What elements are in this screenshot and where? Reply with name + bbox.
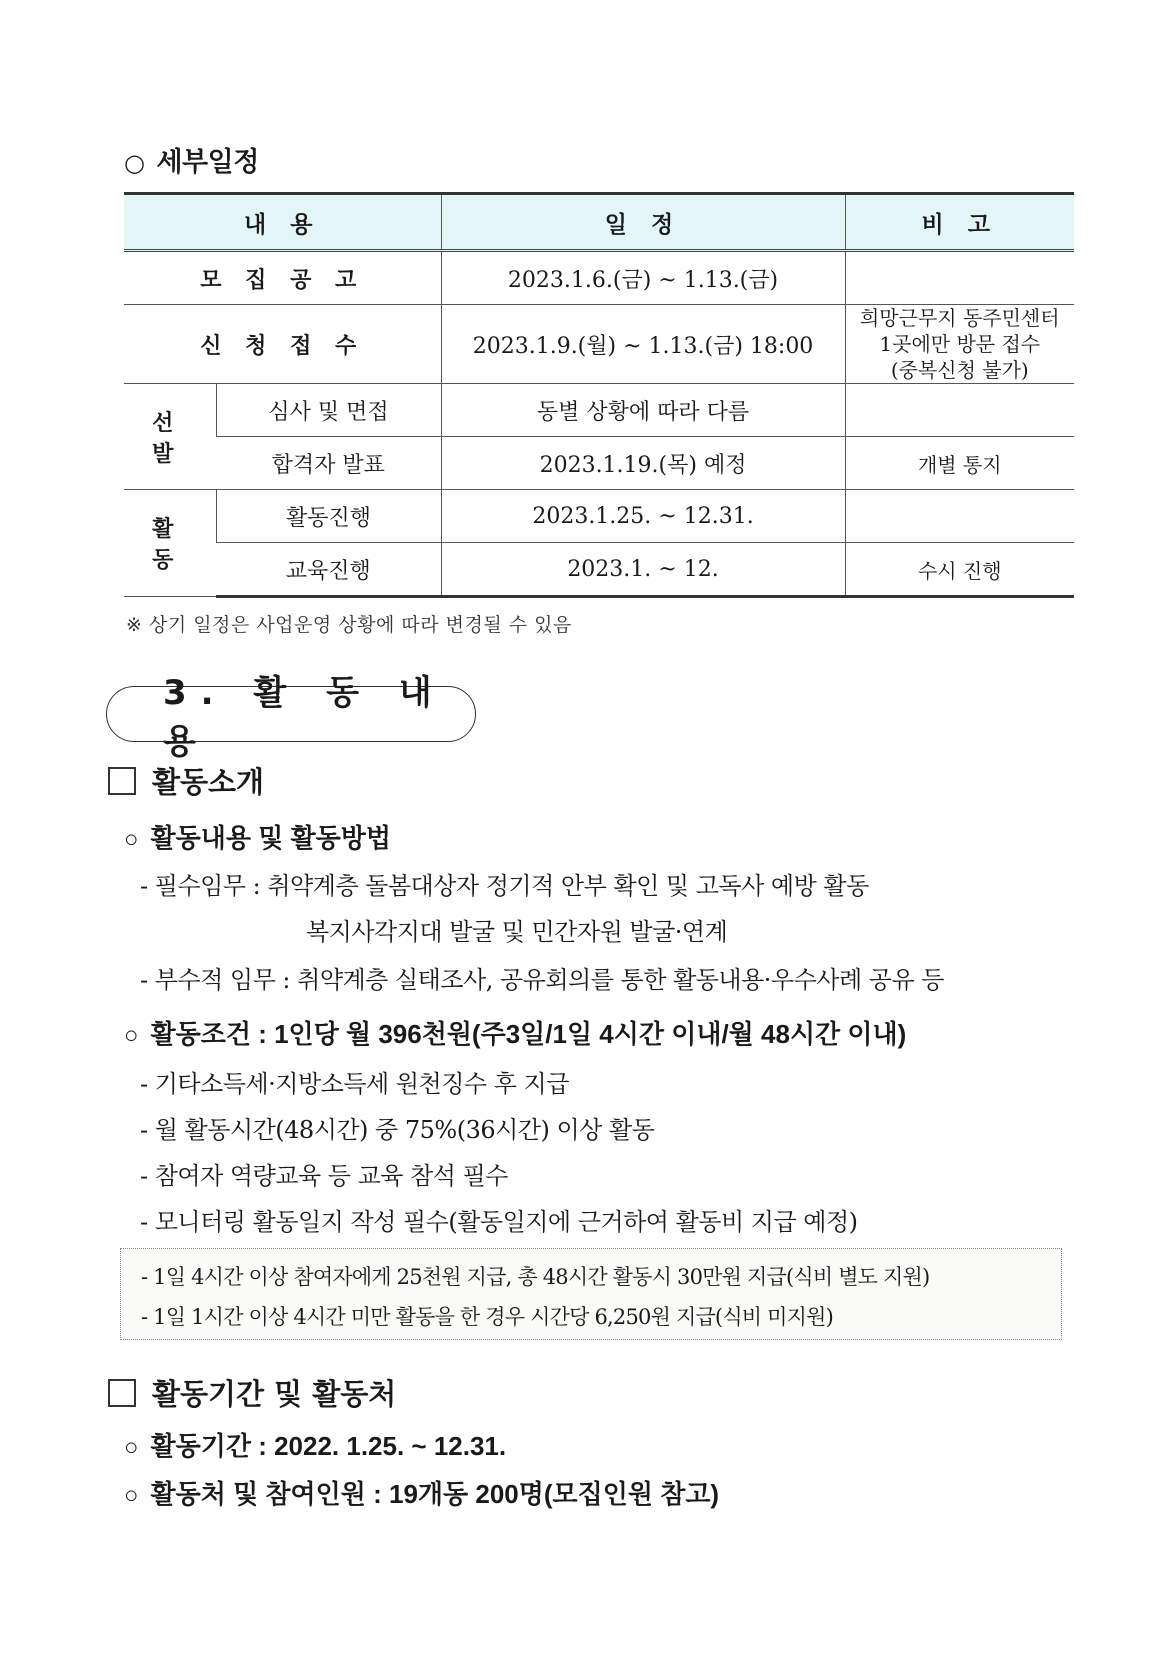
row-date: 2023.1. ~ 12. [441,543,845,597]
schedule-section-heading [124,140,259,179]
location-item [124,1474,719,1511]
row-note [845,305,1074,384]
square-bullet-icon [108,1379,136,1407]
methods-item-continuation: 복지사각지대 발굴 및 민간자원 발굴·연계 [306,918,728,946]
group-label-selection: 선 발 [124,384,216,490]
table-header-row [124,194,1074,251]
note-line: 희망근무지 동주민센터 [859,306,1060,330]
schedule-section-title: 세부일정 [156,147,259,178]
row-note: 개별 통지 [845,437,1074,490]
circle-bullet-icon: ○ [124,149,145,177]
methods-title: 활동내용 및 활동방법 [150,823,391,853]
circle-bullet-icon: ○ [124,826,139,853]
table-row [124,543,1074,597]
location-item-text: 활동처 및 참여인원 : 19개동 200명(모집인원 참고) [150,1479,720,1509]
row-label: 합격자 발표 [216,437,441,490]
payment-detail-item: - 1일 1시간 이상 4시간 미만 활동을 한 경우 시간당 6,250원 지급(식비 미지원) [141,1305,834,1329]
conditions-item: - 모니터링 활동일지 작성 필수(활동일지에 근거하여 활동비 지급 예정) [140,1208,858,1236]
conditions-heading [124,1014,906,1051]
row-date: 2023.1.19.(목) 예정 [441,437,845,490]
schedule-footnote: ※ 상기 일정은 사업운영 상황에 따라 변경될 수 있음 [126,614,572,636]
chapter-title: 3. 활 동 내 용 [106,686,476,742]
group-label-activity: 활 동 [124,490,216,597]
header-content: 내 용 [124,194,441,251]
note-line: (중복신청 불가) [890,358,1029,382]
payment-detail-item: - 1일 4시간 이상 참여자에게 25천원 지급, 총 48시간 활동시 30만원 지급(식비 별도 지원) [141,1265,930,1289]
table-row [124,490,1074,543]
row-note [845,384,1074,437]
period-heading [108,1372,396,1413]
conditions-item: - 월 활동시간(48시간) 중 75%(36시간) 이상 활동 [140,1116,655,1144]
row-label: 심사 및 면접 [216,384,441,437]
row-date: 2023.1.25. ~ 12.31. [441,490,845,543]
note-line: 1곳에만 방문 접수 [879,332,1041,356]
circle-bullet-icon: ○ [124,1022,139,1049]
square-bullet-icon [108,767,136,795]
table-row [124,437,1074,490]
conditions-title: 활동조건 : 1인당 월 396천원(주3일/1일 4시간 이내/월 48시간 이내) [150,1019,907,1049]
circle-bullet-icon: ○ [124,1434,139,1461]
row-note [845,251,1074,305]
row-date: 2023.1.9.(월) ~ 1.13.(금) 18:00 [441,305,845,384]
row-note: 수시 진행 [845,543,1074,597]
circle-bullet-icon: ○ [124,1482,139,1509]
schedule-table [124,192,1074,598]
period-heading-text: 활동기간 및 활동처 [152,1377,397,1411]
row-note [845,490,1074,543]
intro-heading-text: 활동소개 [152,765,265,799]
row-label: 활동진행 [216,490,441,543]
row-date: 2023.1.6.(금) ~ 1.13.(금) [441,251,845,305]
header-remarks: 비 고 [845,194,1074,251]
conditions-item: - 기타소득세·지방소득세 원천징수 후 지급 [140,1070,569,1098]
row-label: 모 집 공 고 [124,251,441,305]
period-item-text: 활동기간 : 2022. 1.25. ~ 12.31. [150,1431,507,1461]
period-item [124,1426,506,1463]
row-date: 동별 상황에 따라 다름 [441,384,845,437]
table-row [124,384,1074,437]
row-label: 신 청 접 수 [124,305,441,384]
table-row [124,251,1074,305]
row-label: 교육진행 [216,543,441,597]
table-row [124,305,1074,384]
conditions-item: - 참여자 역량교육 등 교육 참석 필수 [140,1162,508,1190]
intro-heading [108,760,264,801]
methods-heading [124,818,391,855]
header-schedule: 일 정 [441,194,845,251]
payment-detail-box [120,1248,1062,1340]
methods-item: - 부수적 임무 : 취약계층 실태조사, 공유회의를 통한 활동내용·우수사례 공유 등 [140,966,944,994]
methods-item: - 필수임무 : 취약계층 돌봄대상자 정기적 안부 확인 및 고독사 예방 활동 [140,872,869,900]
